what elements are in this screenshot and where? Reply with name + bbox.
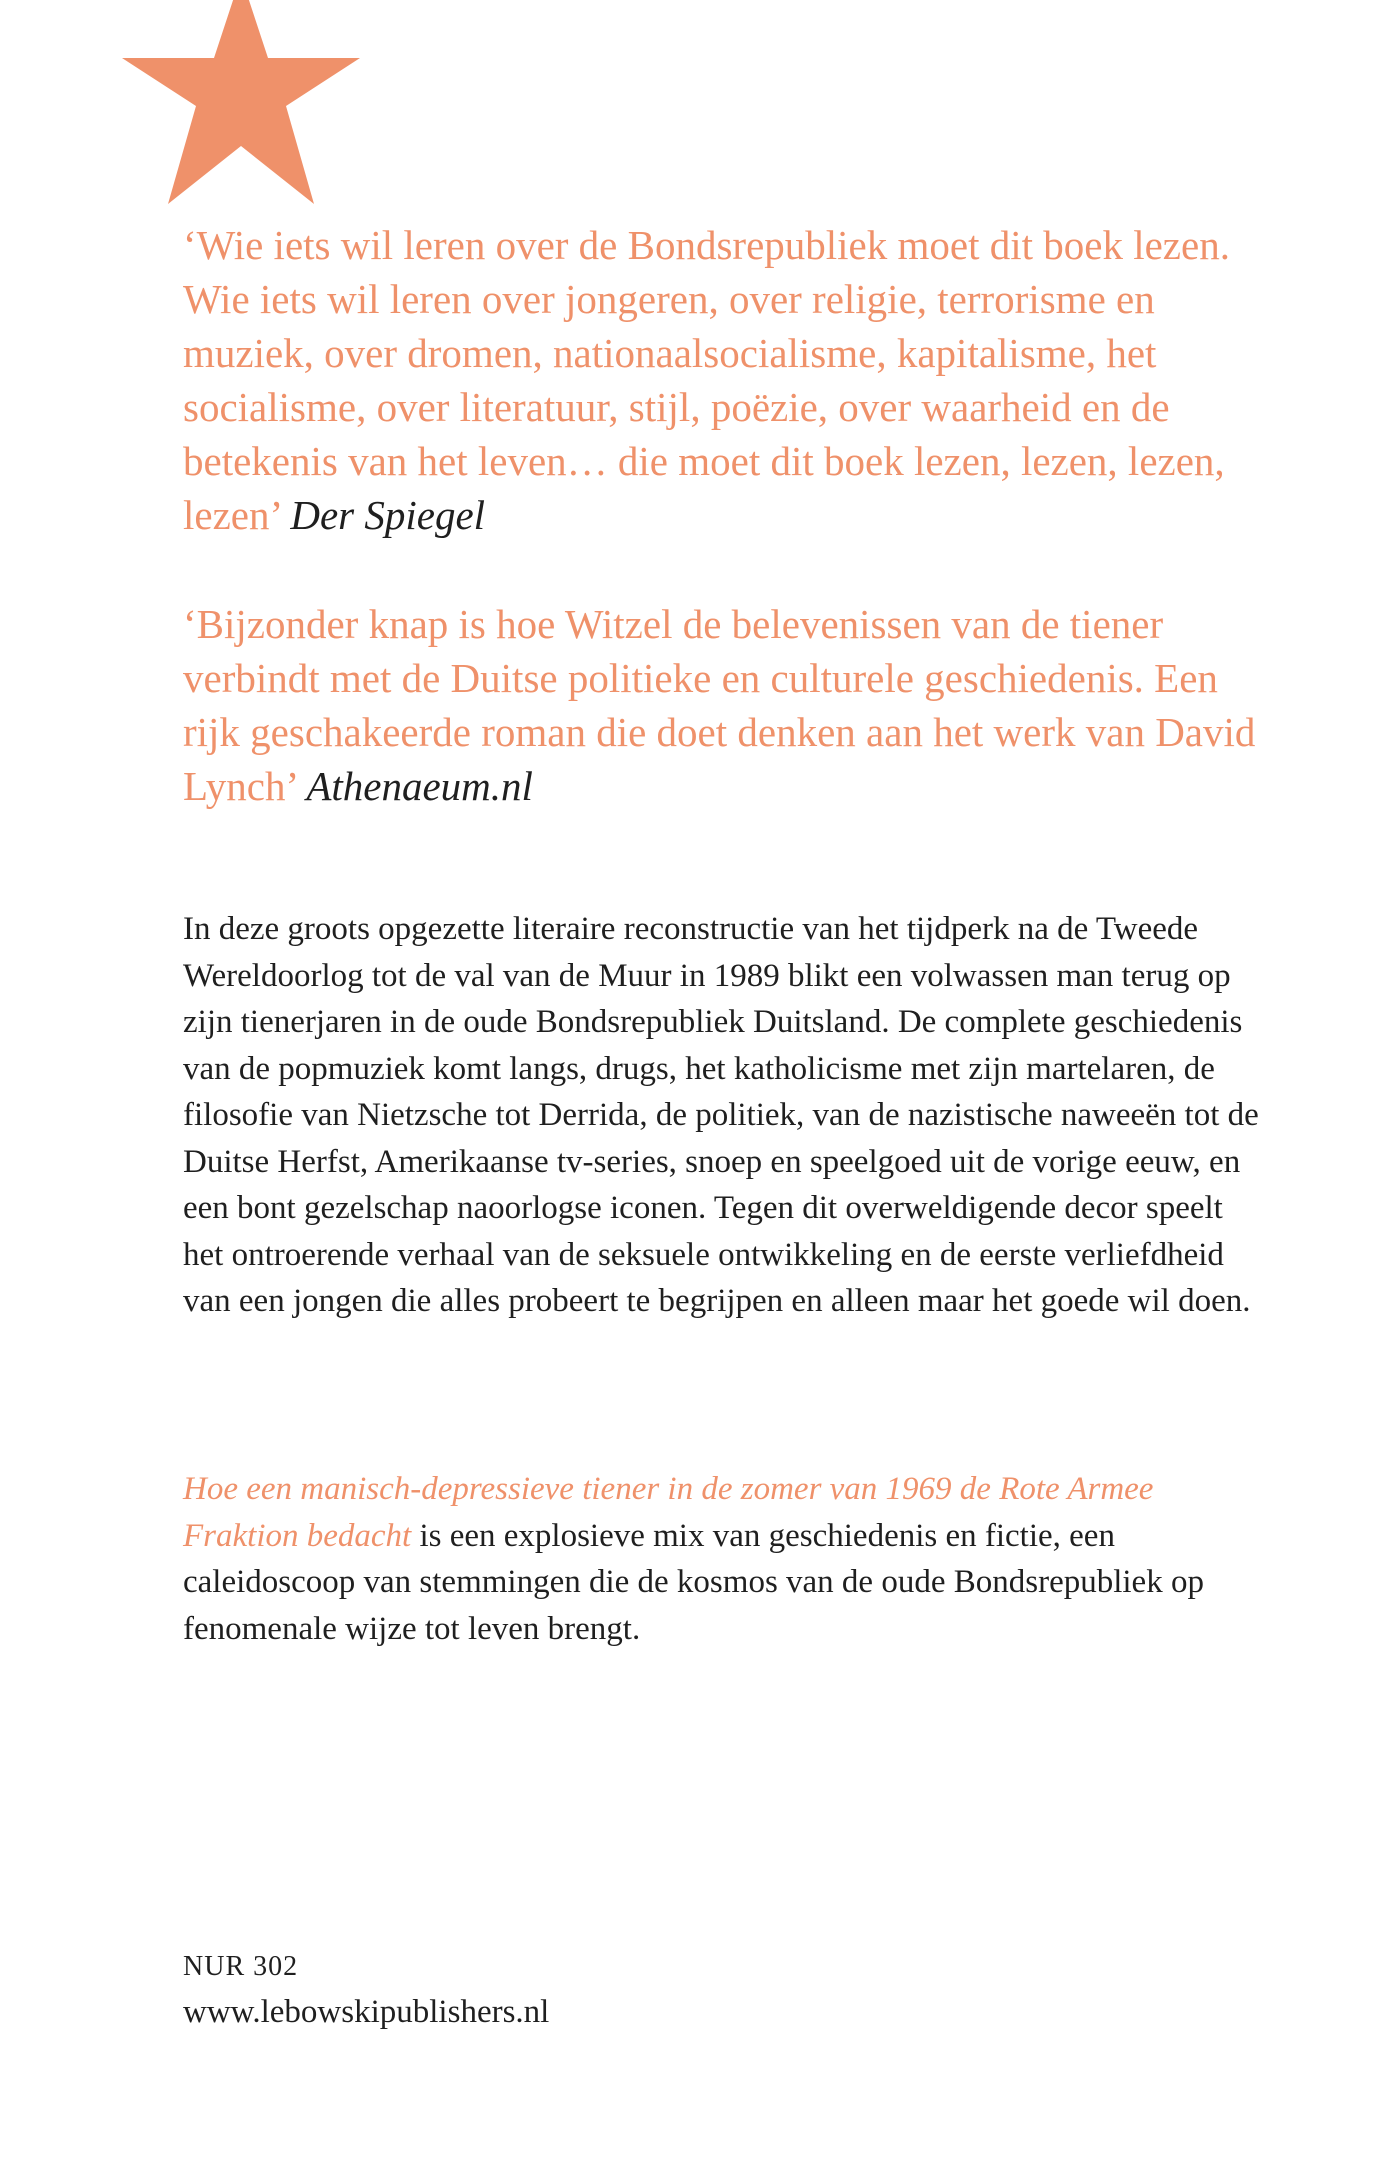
quote-text: ‘Wie iets wil leren over de Bondsrepubliek moet dit boek lezen. Wie iets wil leren over jongeren, over religie, terrorisme en muziek, over dromen, nationaalsocialisme, kapitalisme, het socialisme, over literatuur, stijl, poëzie, over waarheid en de betekenis van het leven… die moet dit boek lezen, lezen, lezen, lezen’ [183, 222, 1230, 538]
nur-code: NUR 302 [183, 1951, 299, 1982]
closing-text: is een explosieve mix van geschiedenis en fictie, een caleidoscoop van stemmingen die de kosmos van de oude Bondsrepubliek op fenomenale wijze tot leven brengt. [183, 1517, 1204, 1647]
description-paragraph-closing [183, 1466, 1263, 1652]
star-icon [122, 0, 360, 204]
quote-source: Athenaeum.nl [306, 763, 533, 809]
publisher-footer [183, 1945, 549, 2035]
description-paragraph: In deze groots opgezette literaire reconstructie van het tijdperk na de Tweede Wereldoorlog tot de val van de Muur in 1989 blikt een volwassen man terug op zijn tienerjaren in de oude Bondsrepubliek Duitsland. De complete geschiedenis van de popmuziek komt langs, drugs, het katholicisme met zijn martelaren, de filosofie van Nietzsche tot Derrida, de politiek, van de nazistische naweeën tot de Duitse Herfst, Amerikaanse tv-series, snoep en speelgoed uit de vorige eeuw, en een bont gezelschap naoorlogse iconen. Tegen dit overweldigende decor speelt het ontroerende verhaal van de seksuele ontwikkeling en de eerste verliefdheid van een jongen die alles probeert te begrijpen en alleen maar het goede wil doen. [183, 911, 1259, 1319]
quote-text: ‘Bijzonder knap is hoe Witzel de belevenissen van de tiener verbindt met de Duitse politieke en culturele geschiedenis. Een rijk geschakeerde roman die doet denken aan het werk van David Lynch’ [183, 601, 1256, 809]
review-quote-athenaeum [183, 597, 1263, 813]
quote-source: Der Spiegel [290, 492, 486, 538]
review-quote-der-spiegel [183, 218, 1263, 542]
publisher-website: www.lebowskipublishers.nl [183, 1994, 550, 2030]
book-title: Hoe een manisch-depressieve tiener in de zomer van 1969 de Rote Armee Fraktion bedacht [183, 1471, 1154, 1554]
